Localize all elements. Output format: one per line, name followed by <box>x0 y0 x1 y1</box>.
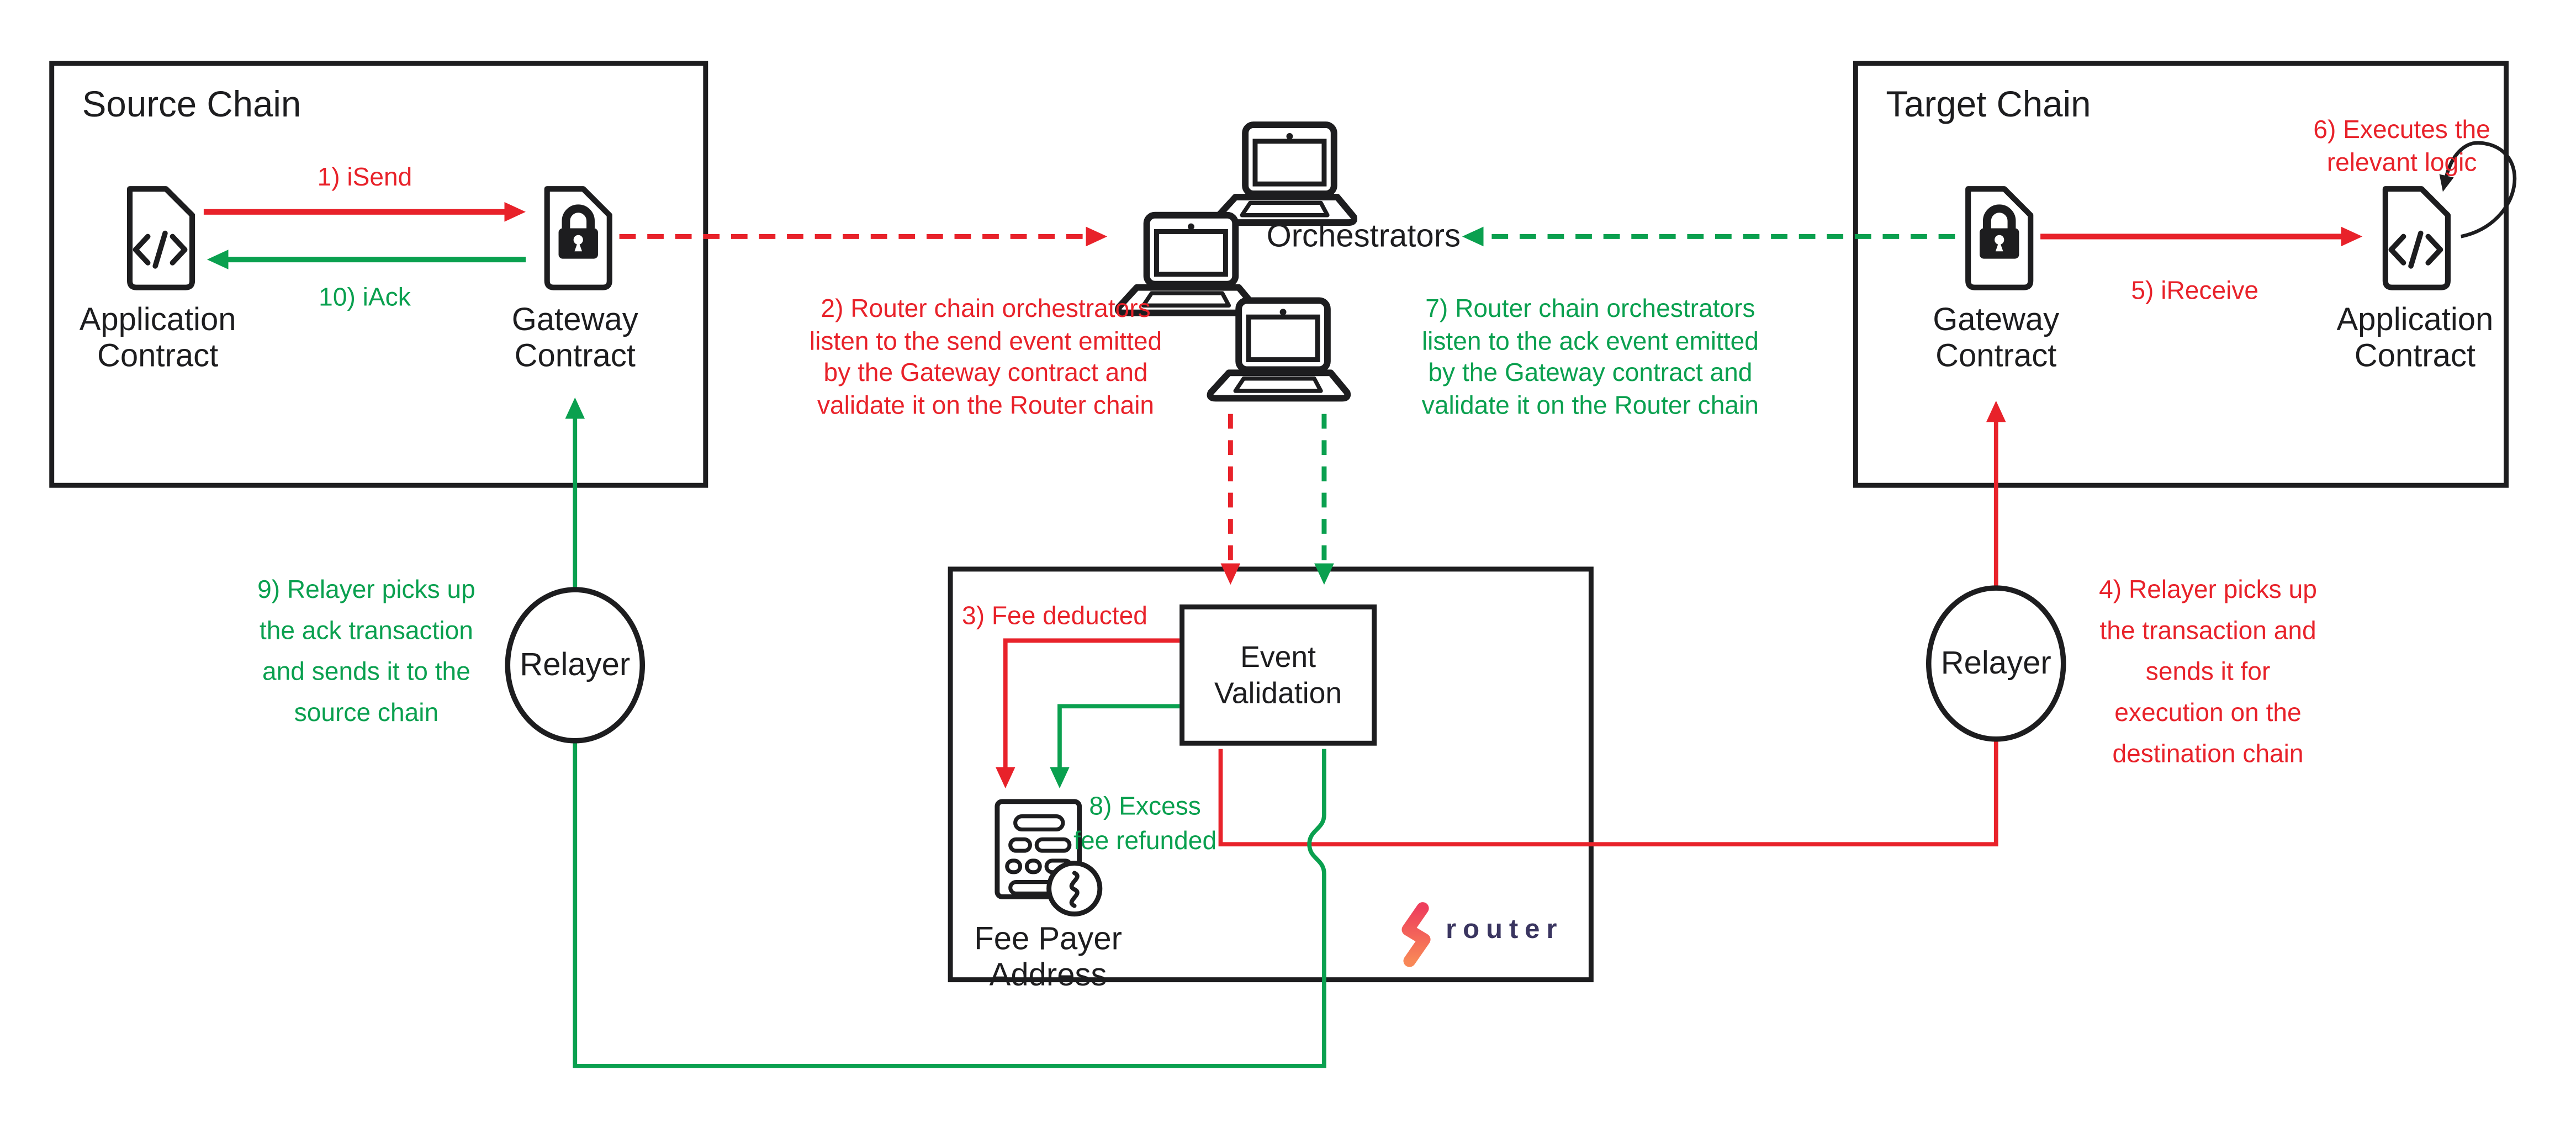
relayer-right-label: Relayer <box>1940 645 2051 682</box>
application-contract-label: Application Contract <box>79 302 236 374</box>
gateway-contract-label: Gateway Contract <box>511 302 638 374</box>
relayer-left-label: Relayer <box>520 647 631 683</box>
step1-isend-label: 1) iSend <box>317 164 412 193</box>
step4-note: 4) Relayer picks up the transaction and sends it for execution on the destination chain <box>2099 576 2317 769</box>
target-application-contract-label: Application Contract <box>2336 302 2494 374</box>
step6-note: 6) Executes the relevant logic <box>2313 116 2490 178</box>
step7-note: 7) Router chain orchestrators listen to the ack event emitted by the Gateway contract and validate it on the Router chain <box>1421 295 1759 420</box>
step8-excess-fee-label: 8) Excess fee refunded <box>1073 793 1217 855</box>
router-logo-text: router <box>1446 915 1564 945</box>
fee-payer-address-label: Fee Payer Address <box>974 921 1122 993</box>
step2-note: 2) Router chain orchestrators listen to the send event emitted by the Gateway contract and validate it on the Router chain <box>809 295 1162 420</box>
step9-note: 9) Relayer picks up the ack transaction and sends it to the source chain <box>257 576 475 728</box>
source-chain-title: Source Chain <box>82 83 301 125</box>
step10-iack-label: 10) iAck <box>319 284 411 312</box>
orchestrators-label: Orchestrators <box>1266 218 1461 255</box>
target-chain-title: Target Chain <box>1886 83 2091 125</box>
event-validation-label: Event Validation <box>1214 640 1342 710</box>
target-gateway-contract-label: Gateway Contract <box>1933 302 2060 374</box>
step5-ireceive-label: 5) iReceive <box>2131 277 2259 306</box>
step3-fee-deducted-label: 3) Fee deducted <box>962 602 1147 631</box>
